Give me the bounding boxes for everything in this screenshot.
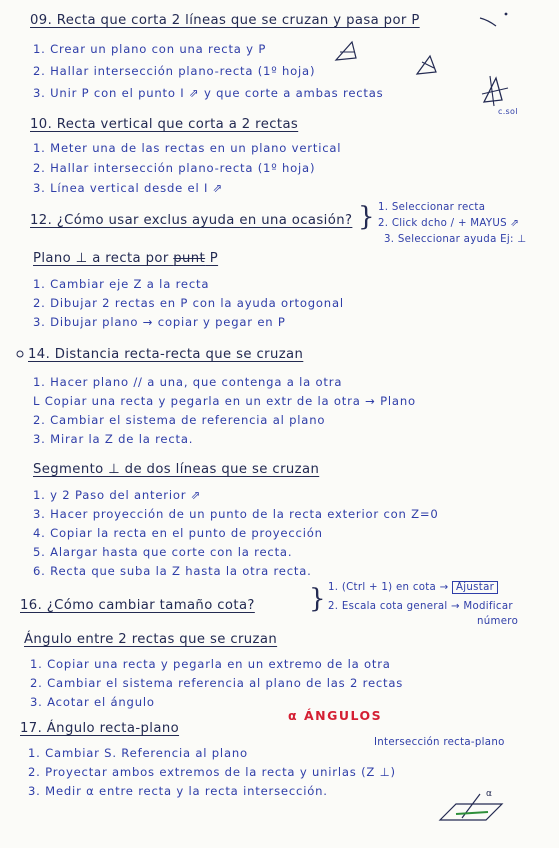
perp-plane-title: Plano ⊥ a recta por punt P [33, 251, 219, 266]
section-12-title: 12. ¿Cómo usar exclus ayuda en una ocasión? [30, 213, 353, 228]
s09-figure-label: c.sol [498, 107, 518, 116]
plane-line-sketch-icon [332, 38, 360, 64]
segment-item-3: 4. Copiar la recta en el punto de proyección [33, 526, 323, 540]
s14-item-4: 3. Mirar la Z de la recta. [33, 432, 194, 446]
brace-12: } [358, 202, 375, 232]
s10-item-3: 3. Línea vertical desde el I ⇗ [33, 181, 224, 195]
segment-title: Segmento ⊥ de dos líneas que se cruzan [33, 462, 320, 477]
s12-step-2: 2. Click dcho / + MAYUS ⇗ [378, 218, 520, 229]
section-14-title: 14. Distancia recta-recta que se cruzan [28, 347, 304, 362]
plane-intersection-sketch-icon [414, 52, 440, 78]
section-16-title: 16. ¿Cómo cambiar tamaño cota? [20, 598, 255, 613]
s17-item-2: 2. Proyectar ambos extremos de la recta y unirlas (Z ⊥) [28, 765, 396, 779]
s12-step-3: 3. Seleccionar ayuda Ej: ⊥ [384, 234, 527, 245]
angle-plane-sketch-icon [436, 790, 506, 826]
angle-lines-item-3: 3. Acotar el ángulo [30, 695, 155, 709]
s10-item-1: 1. Meter una de las rectas en un plano vertical [33, 141, 342, 155]
bullet-circle-icon [16, 350, 24, 358]
crossing-lines-sketch-icon [478, 74, 512, 108]
section-17-title: 17. Ángulo recta-plano [20, 721, 180, 736]
s16-step-1: 1. (Ctrl + 1) en cota → Ajustar [328, 583, 498, 593]
segment-item-5: 6. Recta que suba la Z hasta la otra recta. [33, 564, 312, 578]
brace-16: } [309, 584, 326, 614]
s16-step-2-cont: número [477, 616, 519, 627]
angle-lines-title: Ángulo entre 2 rectas que se cruzan [24, 632, 278, 647]
s14-item-1: 1. Hacer plano // a una, que contenga a la otra [33, 375, 343, 389]
angle-lines-item-1: 1. Copiar una recta y pegarla en un extremo de la otra [30, 657, 391, 671]
s14-item-3: 2. Cambiar el sistema de referencia al plano [33, 413, 326, 427]
perp-item-2: 2. Dibujar 2 rectas en P con la ayuda ortogonal [33, 296, 344, 310]
perp-item-1: 1. Cambiar eje Z a la recta [33, 277, 210, 291]
s16-step-2: 2. Escala cota general → Modificar [328, 601, 513, 612]
s17-item-3: 3. Medir α entre recta y la recta intersección. [28, 784, 328, 798]
s09-item-1: 1. Crear un plano con una recta y P [33, 42, 267, 56]
s14-item-2: L Copiar una recta y pegarla en un extr de la otra → Plano [33, 394, 416, 408]
s09-item-2: 2. Hallar intersección plano-recta (1º hoja) [33, 64, 316, 78]
s09-item-3: 3. Unir P con el punto I ⇗ y que corte a ambas rectas [33, 86, 384, 100]
perp-item-3: 3. Dibujar plano → copiar y pegar en P [33, 315, 286, 329]
angles-red-note: α ÁNGULOS [288, 708, 383, 723]
segment-item-4: 5. Alargar hasta que corte con la recta. [33, 545, 293, 559]
segment-item-1: 1. y 2 Paso del anterior ⇗ [33, 488, 202, 502]
pen-icon [478, 8, 514, 32]
section-10-title: 10. Recta vertical que corta a 2 rectas [30, 117, 299, 132]
s10-item-2: 2. Hallar intersección plano-recta (1º hoja) [33, 161, 316, 175]
angle-lines-item-2: 2. Cambiar el sistema referencia al plano de las 2 rectas [30, 676, 404, 690]
section-09-title: 09. Recta que corta 2 líneas que se cruzan y pasa por P [30, 13, 420, 28]
s17-item-1: 1. Cambiar S. Referencia al plano [28, 746, 248, 760]
s12-step-1: 1. Seleccionar recta [378, 202, 486, 213]
s17-figure-label: α [486, 789, 493, 799]
s17-side-note: Intersección recta-plano [374, 737, 505, 748]
segment-item-2: 3. Hacer proyección de un punto de la recta exterior con Z=0 [33, 507, 439, 521]
